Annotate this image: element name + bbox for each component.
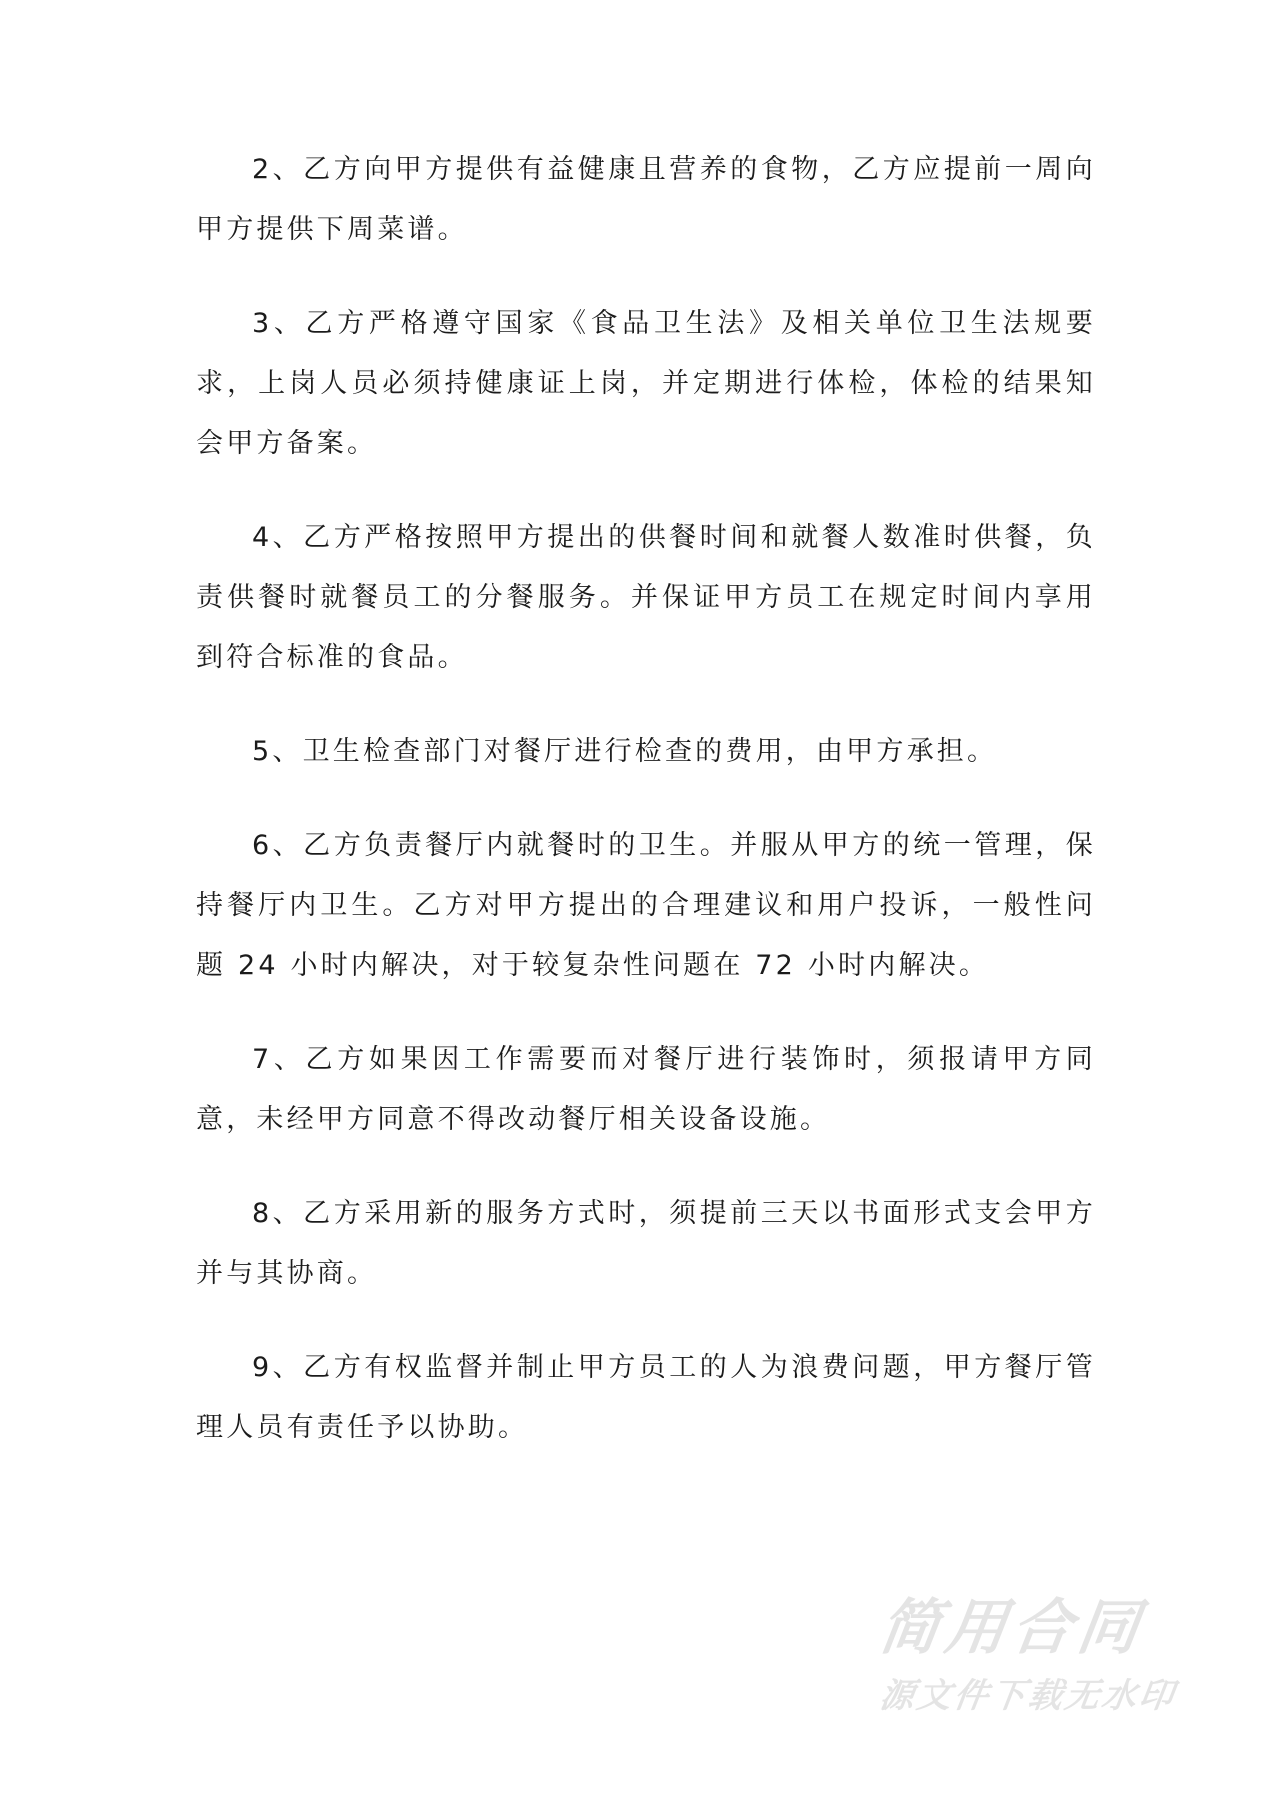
watermark — [875, 1592, 1210, 1720]
watermark-title: 简用合同 — [875, 1593, 1149, 1663]
clause-5: 5、卫生检查部门对餐厅进行检查的费用，由甲方承担。 — [252, 736, 998, 767]
clause-6: 6、乙方负责餐厅内就餐时的卫生。并服从甲方的统一管理，保持餐厅内卫生。乙方对甲方提出的合理建议和用户投诉，一般性问题 24 小时内解决，对于较复杂性问题在 72 小时内解决。 — [196, 830, 1096, 981]
clause-4: 4、乙方严格按照甲方提出的供餐时间和就餐人数准时供餐，负责供餐时就餐员工的分餐服务。并保证甲方员工在规定时间内享用到符合标准的食品。 — [196, 522, 1096, 673]
contract-body — [196, 140, 1096, 1492]
watermark-subtitle: 源文件下载无水印 — [877, 1676, 1179, 1716]
clause-2: 2、乙方向甲方提供有益健康且营养的食物，乙方应提前一周向甲方提供下周菜谱。 — [196, 154, 1096, 245]
clause-9: 9、乙方有权监督并制止甲方员工的人为浪费问题，甲方餐厅管理人员有责任予以协助。 — [196, 1352, 1096, 1443]
clause-8: 8、乙方采用新的服务方式时，须提前三天以书面形式支会甲方并与其协商。 — [196, 1198, 1096, 1289]
clause-7: 7、乙方如果因工作需要而对餐厅进行装饰时，须报请甲方同意，未经甲方同意不得改动餐厅相关设备设施。 — [196, 1044, 1096, 1135]
clause-3: 3、乙方严格遵守国家《食品卫生法》及相关单位卫生法规要求，上岗人员必须持健康证上岗，并定期进行体检，体检的结果知会甲方备案。 — [196, 308, 1096, 459]
